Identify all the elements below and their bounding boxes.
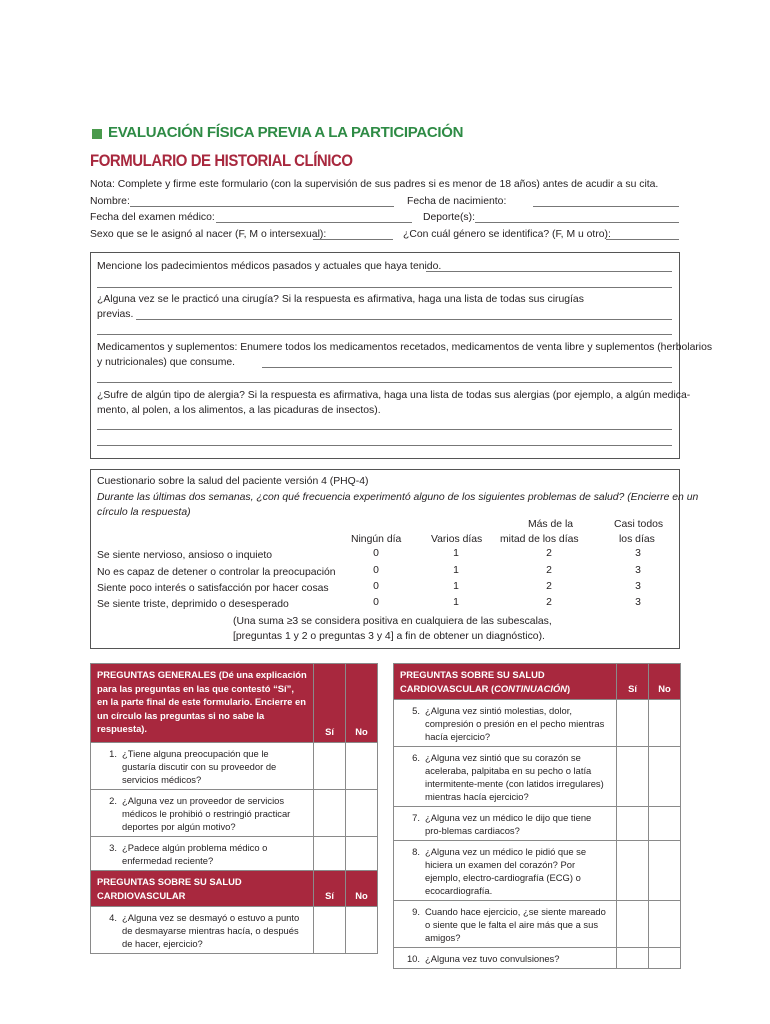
question-number: 8. (412, 846, 420, 857)
question-number: 5. (412, 705, 420, 716)
no-column-header: No (346, 664, 378, 743)
question-text: ¿Tiene alguna preocupación que le gustaría discutir con su proveedor de servicios médicos? (122, 748, 277, 785)
no-answer-cell[interactable] (649, 901, 681, 948)
question-number: 9. (412, 906, 420, 917)
question-text: Cuando hace ejercicio, ¿se siente mareado o siente que le falta el aire más que a sus amigos? (425, 906, 606, 943)
question-row (394, 747, 617, 807)
phq4-row-label: Siente poco interés o satisfacción por hacer cosas (97, 583, 329, 594)
no-answer-cell[interactable] (649, 807, 681, 841)
phq4-option[interactable]: 1 (453, 565, 459, 576)
phq4-option[interactable]: 0 (373, 597, 379, 608)
question-number: 2. (109, 795, 117, 806)
cardio-header-italic: CONTINUACIÓN (494, 682, 568, 694)
phq4-option[interactable]: 1 (453, 548, 459, 559)
cardio-header-line-2: CARDIOVASCULAR ( (400, 682, 495, 694)
question-number: 10. (406, 953, 420, 964)
question-row (394, 901, 617, 948)
phq4-col-nearly: Casi todos (614, 519, 664, 530)
phq4-row-label: Se siente nervioso, ansioso o inquieto (97, 550, 273, 561)
conditions-field[interactable] (426, 271, 672, 272)
meds-label: Medicamentos y suplementos: Enumere todos los medicamentos recetados, medicamentos de venta libre y suplementos (herbolarios (97, 342, 713, 353)
question-text: ¿Padece algún problema médico o enfermedad reciente? (122, 842, 268, 866)
phq4-option[interactable]: 3 (635, 581, 641, 592)
yes-answer-cell[interactable] (314, 907, 346, 954)
cardio-header-line-1: PREGUNTAS SOBRE SU SALUD (400, 669, 545, 680)
phq4-option[interactable]: 1 (453, 581, 459, 592)
phq4-option[interactable]: 2 (546, 581, 552, 592)
question-row (394, 841, 617, 901)
section-title: EVALUACIÓN FÍSICA PREVIA A LA PARTICIPACIÓN (108, 124, 464, 141)
no-answer-cell[interactable] (649, 700, 681, 747)
conditions-label: Mencione los padecimientos médicos pasados y actuales que haya tenido. (97, 261, 442, 272)
sex-label: Sexo que se le asignó al nacer (F, M o intersexual): (90, 229, 327, 240)
phq4-scoring-note-2: [preguntas 1 y 2 o preguntas 3 y 4] a fin de obtener un diagnóstico). (233, 631, 545, 642)
meds-field-2[interactable] (97, 382, 672, 383)
general-questions-table (90, 663, 378, 954)
yes-answer-cell[interactable] (314, 790, 346, 837)
phq4-option[interactable]: 3 (635, 548, 641, 559)
form-title: FORMULARIO DE HISTORIAL CLÍNICO (90, 151, 353, 170)
section-marker-icon (92, 129, 102, 139)
yes-answer-cell[interactable] (617, 901, 649, 948)
question-row (91, 837, 314, 871)
dob-field[interactable] (533, 206, 679, 207)
allergy-label-2: mento, al polen, a los alimentos, a las picaduras de insectos). (97, 405, 381, 416)
meds-field[interactable] (262, 367, 672, 368)
name-label: Nombre: (90, 196, 130, 207)
phq4-row-label: Se siente triste, deprimido o desesperado (97, 599, 289, 610)
meds-label-2: y nutricionales) que consume. (97, 357, 236, 368)
gender-field[interactable] (606, 239, 679, 240)
surgery-field-2[interactable] (97, 334, 672, 335)
question-text: ¿Alguna vez tuvo convulsiones? (425, 953, 560, 964)
question-row (394, 700, 617, 747)
yes-answer-cell[interactable] (314, 837, 346, 871)
question-text: ¿Alguna vez un médico le dijo que tiene pro-blemas cardiacos? (425, 812, 592, 836)
yes-answer-cell[interactable] (617, 948, 649, 969)
yes-answer-cell[interactable] (617, 747, 649, 807)
allergy-field-2[interactable] (97, 445, 672, 446)
question-row (394, 807, 617, 841)
yes-column-header: Sí (617, 664, 649, 700)
phq4-col-several: Varios días (431, 534, 483, 545)
cardio-header-close: ) (567, 682, 571, 694)
question-row (394, 948, 617, 969)
question-number: 1. (109, 748, 117, 759)
no-column-header: No (346, 871, 378, 907)
phq4-scoring-note: (Una suma ≥3 se considera positiva en cualquiera de las subescalas, (233, 616, 552, 627)
question-text: ¿Alguna vez sintió molestias, dolor, compresión o presión en el pecho mientras hacía ejercicio? (425, 705, 605, 742)
phq4-option[interactable]: 3 (635, 597, 641, 608)
phq4-instruction-2: círculo la respuesta) (97, 507, 191, 518)
phq4-option[interactable]: 2 (546, 597, 552, 608)
no-column-header: No (649, 664, 681, 700)
question-number: 4. (109, 912, 117, 923)
cardio-continued-header (394, 664, 617, 700)
surgery-label-2: previas. (97, 309, 134, 320)
question-number: 7. (412, 812, 420, 823)
surgery-label: ¿Alguna vez se le practicó una cirugía? Si la respuesta es afirmativa, haga una lista de todas sus cirugías (97, 294, 584, 305)
question-text: ¿Alguna vez un médico le pidió que se hiciera un examen del corazón? Por ejemplo, electro-cardiografía (ECG) o ecocardiografía. (425, 846, 587, 896)
question-row (91, 907, 314, 954)
sports-field[interactable] (475, 222, 679, 223)
phq4-option[interactable]: 0 (373, 565, 379, 576)
question-text: ¿Alguna vez un proveedor de servicios médicos le prohibió o restringió practicar deportes por algún motivo? (122, 795, 291, 832)
phq4-option[interactable]: 2 (546, 548, 552, 559)
yes-column-header: Sí (314, 664, 346, 743)
phq4-title: Cuestionario sobre la salud del paciente versión 4 (PHQ-4) (97, 476, 369, 487)
phq4-col-none: Ningún día (351, 534, 402, 545)
phq4-option[interactable]: 2 (546, 565, 552, 576)
sports-label: Deporte(s): (423, 212, 475, 223)
dob-label: Fecha de nacimiento: (407, 196, 507, 207)
no-answer-cell[interactable] (346, 907, 378, 954)
phq4-col-nearly-2: los días (619, 534, 655, 545)
phq4-option[interactable]: 1 (453, 597, 459, 608)
exam-date-label: Fecha del examen médico: (90, 212, 215, 223)
question-number: 3. (109, 842, 117, 853)
phq4-col-half-2: mitad de los días (500, 534, 579, 545)
surgery-field[interactable] (136, 319, 672, 320)
question-row (91, 743, 314, 790)
question-row (91, 790, 314, 837)
allergy-label: ¿Sufre de algún tipo de alergia? Si la respuesta es afirmativa, haga una lista de todas sus alergias (por ejemplo, a algún medica- (97, 390, 691, 401)
question-text: ¿Alguna vez sintió que su corazón se aceleraba, palpitaba en su pecho o latía intermitente-mente (con latidos irregulares) mientras hacía ejercicio? (425, 752, 604, 802)
sex-field[interactable] (313, 239, 393, 240)
allergy-field[interactable] (97, 429, 672, 430)
cardio-questions-header: PREGUNTAS SOBRE SU SALUD CARDIOVASCULAR (91, 871, 314, 907)
yes-column-header: Sí (314, 871, 346, 907)
no-answer-cell[interactable] (346, 837, 378, 871)
question-number: 6. (412, 752, 420, 763)
phq4-option[interactable]: 0 (373, 548, 379, 559)
phq4-option[interactable]: 3 (635, 565, 641, 576)
exam-date-field[interactable] (216, 222, 412, 223)
yes-answer-cell[interactable] (617, 700, 649, 747)
conditions-field-2[interactable] (97, 287, 672, 288)
phq4-instruction: Durante las últimas dos semanas, ¿con qué frecuencia experimentó alguno de los siguientes problemas de salud? (Encierre en un (97, 492, 699, 503)
question-text: ¿Alguna vez se desmayó o estuvo a punto de desmayarse mientras hacía, o después de hacer, ejercicio? (122, 912, 300, 949)
phq4-col-half: Más de la (528, 519, 574, 530)
yes-answer-cell[interactable] (617, 807, 649, 841)
name-field[interactable] (130, 206, 394, 207)
no-answer-cell[interactable] (649, 841, 681, 901)
phq4-row-label: No es capaz de detener o controlar la preocupación (97, 567, 336, 578)
yes-answer-cell[interactable] (314, 743, 346, 790)
general-questions-header: PREGUNTAS GENERALES (Dé una explicación para las preguntas en las que contestó “Sí”, en la parte final de este formulario. Encierre en un círculo las preguntas si no sabe la respuesta). (91, 664, 314, 743)
intro-note: Nota: Complete y firme este formulario (con la supervisión de sus padres si es menor de 18 años) antes de acudir a su cita. (90, 179, 659, 190)
no-answer-cell[interactable] (649, 948, 681, 969)
no-answer-cell[interactable] (346, 790, 378, 837)
yes-answer-cell[interactable] (617, 841, 649, 901)
cardio-continued-table (393, 663, 681, 969)
gender-label: ¿Con cuál género se identifica? (F, M u otro): (403, 229, 611, 240)
no-answer-cell[interactable] (649, 747, 681, 807)
no-answer-cell[interactable] (346, 743, 378, 790)
phq4-option[interactable]: 0 (373, 581, 379, 592)
